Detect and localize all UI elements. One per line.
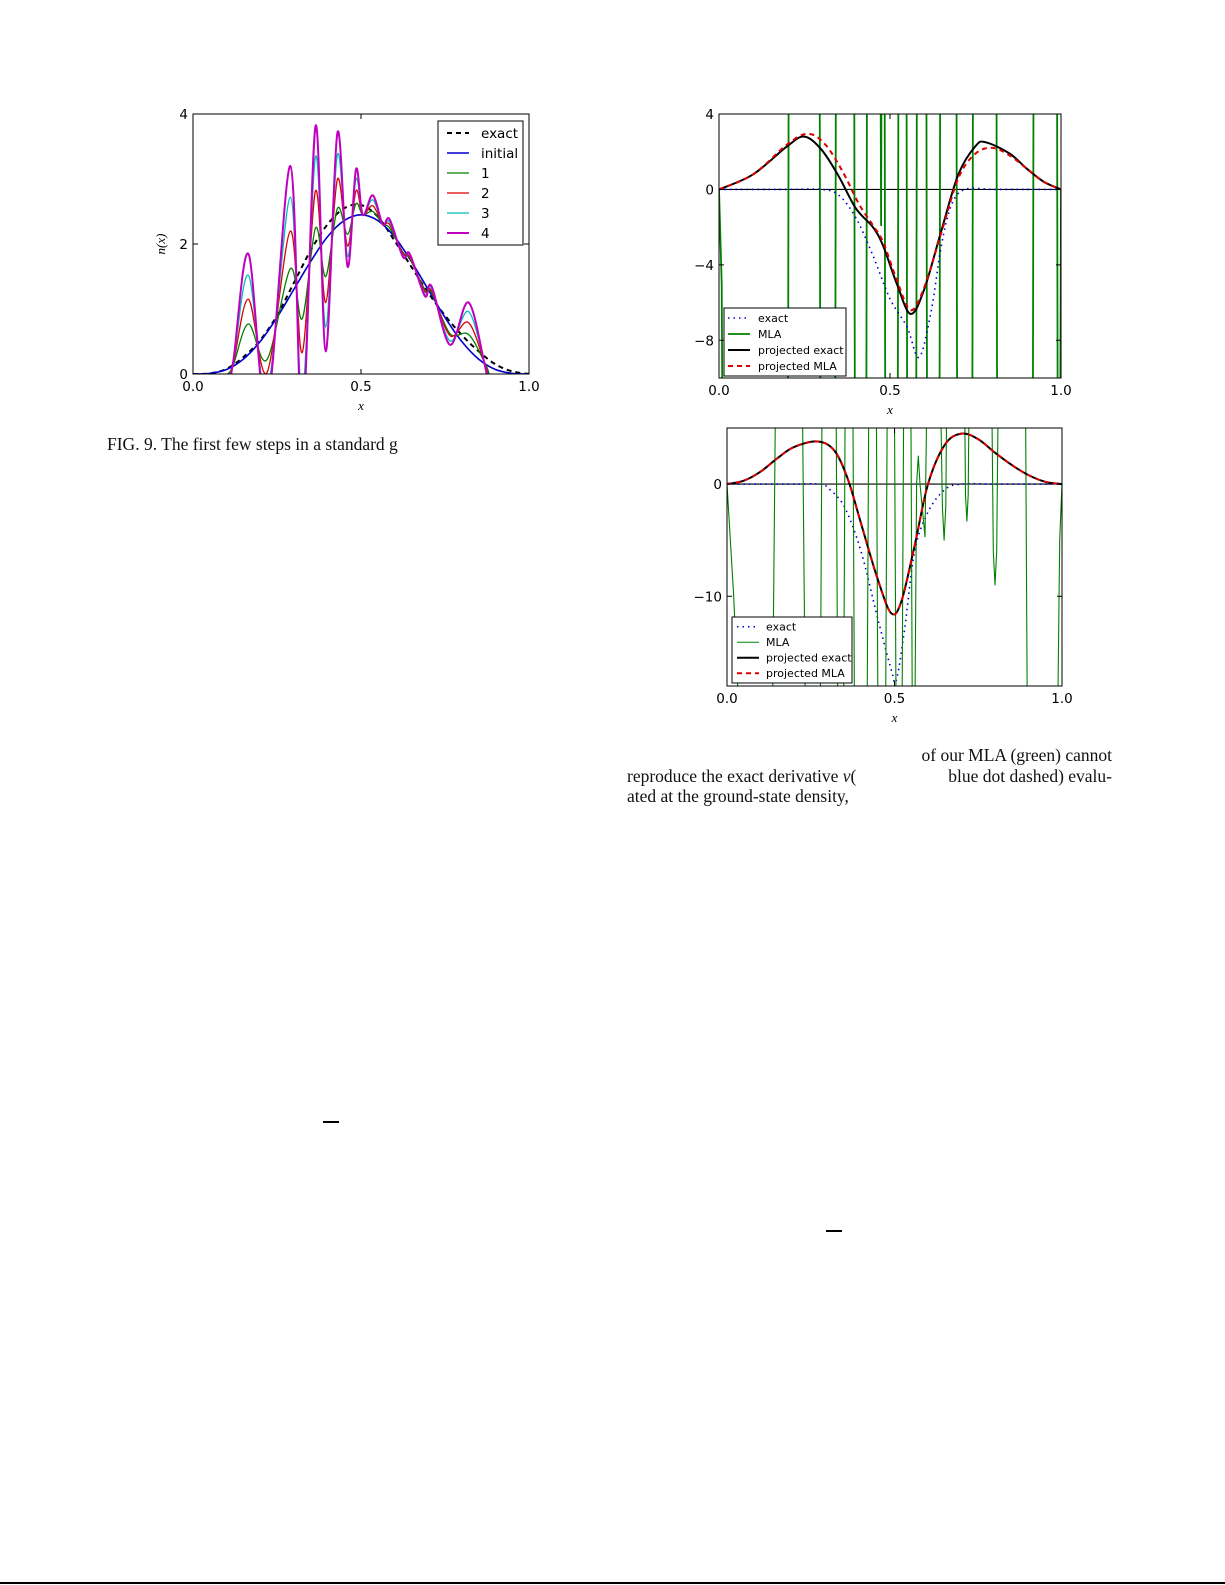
right-caption-line-2b: blue dot dashed) evalu- bbox=[948, 766, 1112, 786]
y-tick-label: −10 bbox=[693, 589, 722, 606]
y-axis-label: n(x) bbox=[153, 233, 168, 255]
legend bbox=[732, 617, 852, 683]
x-tick-label: 0.5 bbox=[883, 691, 906, 707]
y-tick-label: −4 bbox=[694, 257, 714, 274]
legend-label-4: 4 bbox=[481, 225, 490, 242]
y-tick-label: 0 bbox=[705, 182, 714, 199]
y-tick-label: 2 bbox=[179, 237, 188, 253]
right-caption-line-3: ated at the ground-state density, bbox=[627, 786, 849, 806]
legend-label-mla: MLA bbox=[766, 636, 790, 650]
legend-label-projected-mla: projected MLA bbox=[766, 667, 845, 681]
fraction-bar bbox=[323, 1121, 339, 1123]
right-caption-line-2a bbox=[627, 768, 856, 786]
right-caption-line-1: of our MLA (green) cannot bbox=[921, 745, 1112, 765]
y-tick-label: −8 bbox=[694, 333, 714, 350]
figure-9-caption: FIG. 9. The first few steps in a standard g bbox=[107, 434, 398, 454]
x-tick-label: 0.0 bbox=[708, 383, 730, 399]
x-tick-label: 1.0 bbox=[518, 379, 540, 395]
x-tick-label: 0.5 bbox=[879, 383, 901, 399]
legend-label-projected-exact: projected exact bbox=[758, 343, 844, 357]
legend-label-mla: MLA bbox=[758, 327, 782, 341]
legend-label-2: 2 bbox=[481, 185, 490, 202]
chart-1 bbox=[153, 107, 540, 426]
x-axis-label: x bbox=[887, 402, 893, 417]
y-tick-label: 4 bbox=[705, 107, 714, 123]
x-tick-label: 1.0 bbox=[1050, 383, 1072, 399]
x-tick-label: 0.0 bbox=[182, 379, 204, 395]
legend-label-projected-exact: projected exact bbox=[766, 651, 852, 665]
fraction-bar bbox=[826, 1230, 842, 1232]
x-tick-label: 1.0 bbox=[1051, 691, 1073, 707]
y-tick-label: 4 bbox=[179, 107, 188, 123]
page-bottom-rule bbox=[0, 1582, 1225, 1584]
legend bbox=[724, 308, 846, 376]
open-paren: ( bbox=[850, 766, 857, 786]
legend-label-3: 3 bbox=[481, 205, 490, 222]
legend-label-1: 1 bbox=[481, 165, 490, 182]
legend-label-exact: exact bbox=[758, 311, 789, 325]
x-axis-label: x bbox=[891, 710, 898, 725]
x-tick-label: 0.0 bbox=[716, 691, 738, 707]
x-tick-label: 0.5 bbox=[350, 379, 372, 395]
legend-label-exact: exact bbox=[766, 620, 797, 634]
y-tick-label: 0 bbox=[713, 477, 722, 494]
series-projected-exact bbox=[719, 137, 1061, 314]
legend-label-exact: exact bbox=[481, 125, 519, 142]
legend-label-projected-mla: projected MLA bbox=[758, 359, 837, 373]
y-tick-label: 0 bbox=[179, 367, 188, 383]
legend-label-initial: initial bbox=[481, 145, 519, 162]
x-axis-label: x bbox=[358, 398, 364, 413]
right-caption-text: reproduce the exact derivative bbox=[627, 766, 843, 786]
legend bbox=[438, 121, 523, 245]
math-v: v bbox=[842, 766, 851, 786]
